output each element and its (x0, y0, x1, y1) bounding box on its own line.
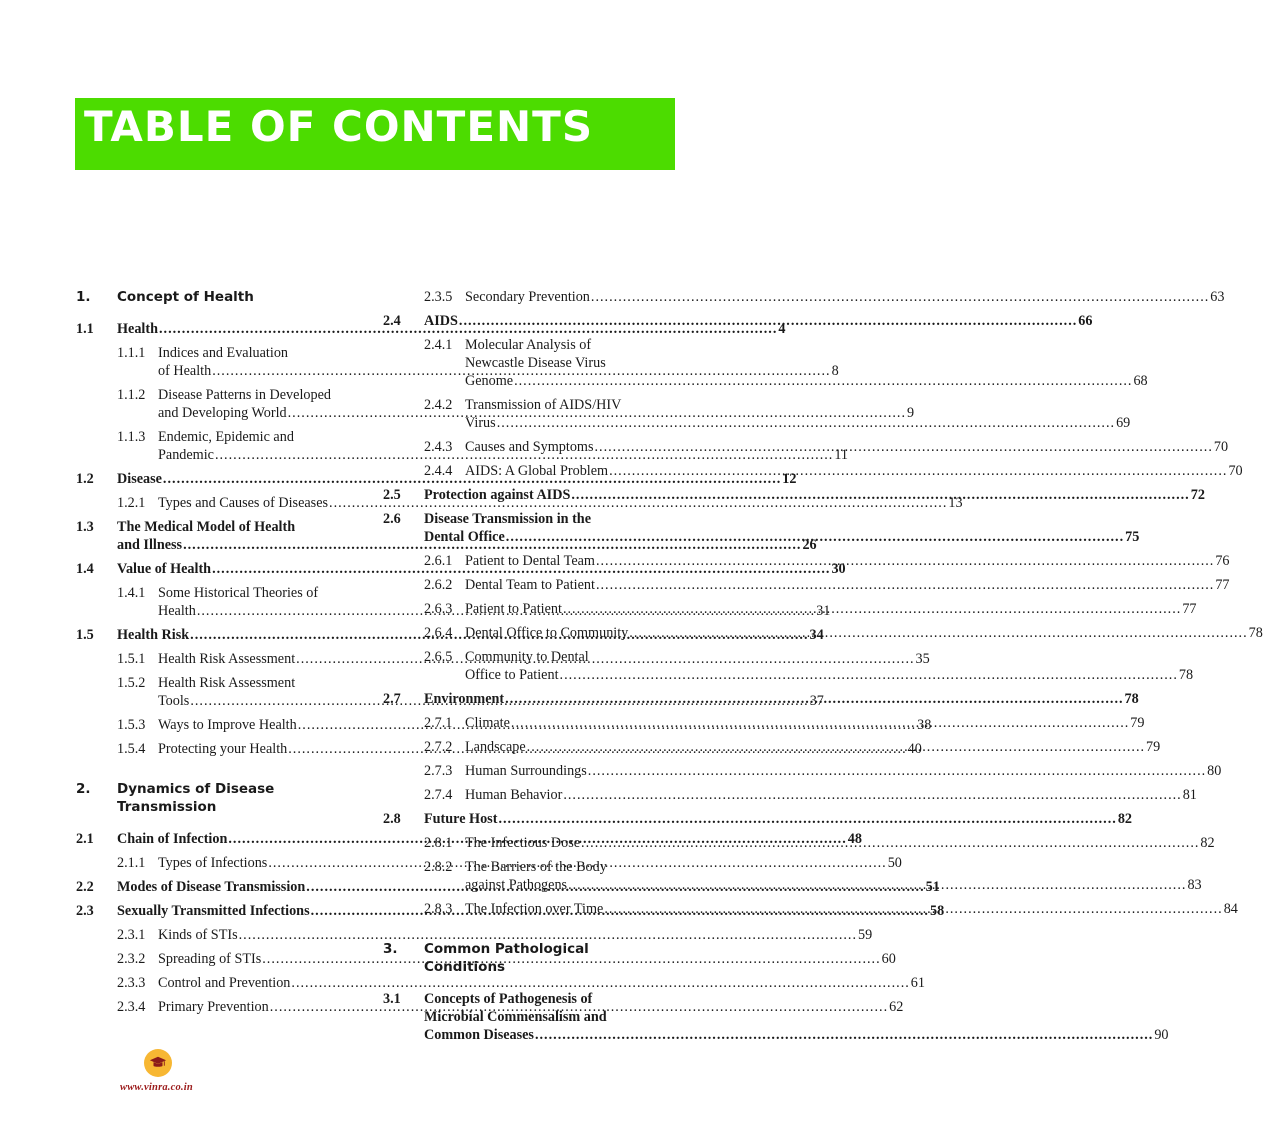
dot-leader (588, 762, 1206, 780)
toc-entry-number: 2.6.2 (424, 577, 453, 593)
toc-entry-number: 2.5 (383, 487, 401, 503)
toc-entry-number: 1.1 (76, 321, 94, 337)
toc-entry-page-number: 78 (1248, 625, 1263, 641)
toc-entry-page-number: 66 (1078, 313, 1093, 329)
toc-entry-page-number: 63 (1210, 289, 1225, 305)
toc-entry-page-number: 79 (1130, 715, 1145, 731)
toc-entry-title-line: Endemic, Epidemic and (158, 429, 294, 445)
toc-entry-page-number: 26 (802, 537, 817, 553)
publisher-logo (144, 1049, 172, 1077)
toc-entry-number: 2.3.2 (117, 951, 146, 967)
toc-entry-number: 1.1.1 (117, 345, 146, 361)
toc-entry-title-line: Protecting your Health (158, 741, 288, 757)
toc-entry-number: 2.4 (383, 313, 401, 329)
toc-entry-number: 2.6.4 (424, 625, 453, 641)
toc-entry-page-number: 34 (809, 627, 824, 643)
dot-leader (604, 900, 1222, 918)
toc-entry-title (424, 486, 1205, 504)
toc-entry-page-number: 58 (929, 903, 945, 919)
toc-entry-title-line: Ways to Improve Health (158, 717, 297, 733)
toc-entry-title-line: Kinds of STIs (158, 927, 238, 943)
toc-entry-title-line: Concept of Health (117, 289, 254, 305)
toc-entry-page-number: 9 (907, 405, 915, 421)
toc-entry-title (465, 552, 1230, 570)
toc-entry-title-line: AIDS: A Global Problem (465, 463, 609, 479)
toc-entry-title (424, 990, 1169, 1044)
toc-entry-number: 2.4.2 (424, 397, 453, 413)
toc-entry-number: 2.6.1 (424, 553, 453, 569)
toc-entry-number: 1.1.2 (117, 387, 146, 403)
toc-entry-page-number: 60 (881, 951, 896, 967)
toc-entry-title-line: and Developing World (158, 405, 287, 421)
toc-entry-title-line: Transmission of AIDS/HIV (465, 397, 622, 413)
toc-entry-sub[interactable] (76, 926, 873, 944)
toc-entry-page-number: 48 (847, 831, 862, 847)
toc-entry-title-line: Office to Patient (465, 667, 559, 683)
dot-leader (459, 312, 1077, 330)
toc-entry-title-line: Concepts of Pathogenesis of (424, 991, 593, 1007)
toc-entry-title (117, 288, 366, 306)
toc-entry-number: 2.7.3 (424, 763, 453, 779)
toc-entry-number: 1.1.3 (117, 429, 146, 445)
toc-entry-sub[interactable] (383, 336, 1148, 390)
toc-entry-title-line: Dynamics of Disease (117, 781, 275, 797)
toc-entry-number: 1.5 (76, 627, 94, 643)
toc-entry-title-line: Community to Dental (465, 649, 589, 665)
toc-entry-page-number: 50 (887, 855, 902, 871)
toc-entry-number: 2.4.1 (424, 337, 453, 353)
toc-entry-page-number: 83 (1187, 877, 1202, 893)
toc-entry-number: 2.7 (383, 691, 401, 707)
toc-entry-title (465, 462, 1243, 480)
toc-entry-title-line: Disease Patterns in Developed (158, 387, 331, 403)
toc-entry-title-line: Patient to Patient (465, 601, 562, 617)
toc-entry-number: 2.3.1 (117, 927, 146, 943)
toc-entry-number: 2.3.3 (117, 975, 146, 991)
toc-entry-page-number: 75 (1125, 529, 1140, 545)
toc-entry-page-number: 11 (834, 447, 848, 463)
toc-entry-page-number: 77 (1182, 601, 1197, 617)
graduation-cap-icon (149, 1054, 167, 1072)
toc-entry-title-line: Newcastle Disease Virus (465, 355, 606, 371)
dot-leader (505, 690, 1123, 708)
toc-entry-number: 2.8.3 (424, 901, 453, 917)
toc-entry-title-line: of Health (158, 363, 212, 379)
toc-entry-page-number: 82 (1200, 835, 1215, 851)
toc-entry-title (424, 312, 1092, 330)
toc-entry-title-line: The Medical Model of Health (117, 519, 296, 535)
toc-entry-title-line: Health (158, 603, 196, 619)
toc-entry-number: 1.4.1 (117, 585, 146, 601)
toc-entry-page-number: 68 (1133, 373, 1148, 389)
toc-entry-title-line: Pandemic (158, 447, 214, 463)
toc-entry-title-line: Health (117, 321, 158, 337)
dot-leader (511, 714, 1129, 732)
toc-entry-sub[interactable] (76, 974, 925, 992)
toc-entry-title-line: Some Historical Theories of (158, 585, 319, 601)
toc-entry-page-number: 70 (1228, 463, 1243, 479)
toc-entry-number: 1.2.1 (117, 495, 146, 511)
toc-entry-number: 3. (383, 941, 398, 957)
toc-entry-title-line: Disease (117, 471, 162, 487)
toc-entry-section[interactable] (383, 810, 1132, 828)
toc-entry-page-number: 8 (831, 363, 839, 379)
toc-entry-sub[interactable] (383, 576, 1230, 594)
toc-entry-title (465, 738, 1160, 756)
toc-entry-title-line: Dental Office to Community (465, 625, 629, 641)
toc-entry-page-number: 51 (925, 879, 940, 895)
toc-entry-number: 2.7.4 (424, 787, 453, 803)
dot-leader (591, 288, 1209, 306)
dot-leader (560, 666, 1178, 684)
toc-entry-chapter[interactable] (76, 780, 366, 816)
toc-entry-title-line: Tools (158, 693, 190, 709)
toc-entry-title-line: Microbial Commensalism and (424, 1009, 607, 1025)
toc-entry-title-line: Health Risk Assessment (158, 651, 296, 667)
toc-entry-title (465, 648, 1193, 684)
toc-entry-page-number: 4 (778, 321, 786, 337)
toc-entry-title (465, 900, 1238, 918)
toc-entry-title-line: Causes and Symptoms (465, 439, 594, 455)
toc-entry-page-number: 30 (831, 561, 846, 577)
toc-entry-number: 2.8 (383, 811, 401, 827)
toc-entry-number: 1.5.4 (117, 741, 146, 757)
toc-entry-number: 1.5.3 (117, 717, 146, 733)
toc-entry-number: 2.4.3 (424, 439, 453, 455)
toc-entry-title-line: Modes of Disease Transmission (117, 879, 306, 895)
toc-entry-title (424, 690, 1139, 708)
toc-entry-number: 2.4.4 (424, 463, 453, 479)
toc-entry-title-line: Climate (465, 715, 510, 731)
toc-entry-title-line: Types and Causes of Diseases (158, 495, 329, 511)
toc-entry-title (465, 336, 1148, 390)
toc-entry-title (465, 714, 1144, 732)
toc-entry-page-number: 37 (809, 693, 824, 709)
toc-entry-number: 2.8.2 (424, 859, 453, 875)
toc-entry-title-line: Molecular Analysis of (465, 337, 592, 353)
toc-entry-title-line: Value of Health (117, 561, 212, 577)
toc-entry-number: 2.3.5 (424, 289, 453, 305)
toc-entry-title-line: AIDS (424, 313, 458, 329)
toc-entry-page-number: 72 (1190, 487, 1205, 503)
toc-entry-number: 2.1.1 (117, 855, 146, 871)
toc-entry-number: 2.1 (76, 831, 94, 847)
toc-entry-title-line: Environment (424, 691, 505, 707)
toc-entry-title (465, 786, 1197, 804)
toc-entry-sub[interactable] (383, 786, 1197, 804)
toc-entry-sub[interactable] (383, 762, 1222, 780)
toc-entry-title (465, 624, 1263, 642)
toc-entry-page-number: 84 (1223, 901, 1238, 917)
toc-entry-page-number: 79 (1146, 739, 1161, 755)
toc-entry-number: 2.6.3 (424, 601, 453, 617)
toc-entry-number: 2. (76, 781, 91, 797)
dot-leader (596, 576, 1214, 594)
dot-leader (563, 786, 1181, 804)
toc-entry-page-number: 61 (910, 975, 925, 991)
toc-entry-title (424, 810, 1132, 828)
toc-entry-number: 2.3.4 (117, 999, 146, 1015)
title-banner (75, 98, 675, 170)
toc-entry-title-line: Human Surroundings (465, 763, 587, 779)
toc-entry-title (465, 600, 1197, 618)
toc-entry-page-number: 62 (889, 999, 904, 1015)
toc-entry-title-line: and Illness (117, 537, 183, 553)
toc-entry-title-line: Disease Transmission in the (424, 511, 591, 527)
dot-leader (581, 834, 1199, 852)
toc-entry-title-line: The Infectious Dose (465, 835, 581, 851)
toc-entry-page-number: 77 (1215, 577, 1230, 593)
toc-entry-page-number: 12 (782, 471, 797, 487)
dot-leader (629, 624, 1247, 642)
toc-entry-number: 2.6 (383, 511, 401, 527)
toc-entry-page-number: 13 (948, 495, 963, 511)
publisher-url: www.vinra.co.in (120, 1082, 193, 1093)
dot-leader (506, 528, 1124, 546)
toc-entry-sub[interactable] (383, 288, 1225, 306)
dot-leader (594, 438, 1212, 456)
dot-leader (563, 600, 1181, 618)
toc-entry-page-number: 76 (1215, 553, 1230, 569)
toc-entry-title-line: Protection against AIDS (424, 487, 571, 503)
toc-entry-sub[interactable] (383, 396, 1131, 432)
toc-entry-page-number: 40 (907, 741, 922, 757)
toc-entry-title-line: Spreading of STIs (158, 951, 262, 967)
toc-entry-number: 1.3 (76, 519, 94, 535)
toc-entry-title (465, 576, 1230, 594)
toc-entry-chapter[interactable] (76, 288, 366, 306)
toc-entry-page-number: 78 (1124, 691, 1139, 707)
toc-entry-title-line: Virus (465, 415, 496, 431)
toc-entry-number: 2.2 (76, 879, 94, 895)
toc-entry-page-number: 90 (1154, 1027, 1169, 1043)
toc-entry-number: 1.2 (76, 471, 94, 487)
toc-entry-title (465, 858, 1202, 894)
toc-entry-title-line: Human Behavior (465, 787, 563, 803)
toc-entry-title (465, 762, 1221, 780)
toc-entry-page-number: 81 (1182, 787, 1197, 803)
toc-entry-page-number: 31 (816, 603, 831, 619)
toc-entry-section[interactable] (383, 510, 1140, 546)
toc-entry-page-number: 38 (917, 717, 932, 733)
toc-entry-title-line: Dental Office (424, 529, 505, 545)
toc-entry-title-line: Common Pathological Conditions (424, 941, 589, 975)
toc-entry-title (117, 780, 366, 816)
toc-entry-title-line: Landscape (465, 739, 526, 755)
toc-entry-title (465, 834, 1215, 852)
toc-entry-title-line: Secondary Prevention (465, 289, 590, 305)
dot-leader (596, 552, 1214, 570)
toc-entry-title-line: Health Risk (117, 627, 190, 643)
toc-entry-title-line: against Pathogens (465, 877, 568, 893)
dot-leader (514, 372, 1132, 390)
toc-entry-title-line: Types of Infections (158, 855, 268, 871)
toc-entry-title-line: Chain of Infection (117, 831, 228, 847)
toc-entry-title-line: Future Host (424, 811, 498, 827)
toc-entry-number: 2.7.1 (424, 715, 453, 731)
toc-entry-title (465, 288, 1224, 306)
dot-leader (535, 1026, 1153, 1044)
toc-entry-title-line: Primary Prevention (158, 999, 269, 1015)
dot-leader (609, 462, 1227, 480)
dot-leader (497, 414, 1115, 432)
toc-entry-page-number: 78 (1178, 667, 1194, 683)
toc-entry-chapter[interactable] (383, 940, 673, 976)
dot-leader (568, 876, 1186, 894)
toc-entry-number: 1.4 (76, 561, 94, 577)
toc-entry-number: 2.3 (76, 903, 94, 919)
toc-entry-title-line: The Barriers of the Body (465, 859, 607, 875)
toc-entry-title (465, 396, 1130, 432)
toc-entry-title-line: The Infection over Time (465, 901, 604, 917)
toc-entry-number: 3.1 (383, 991, 401, 1007)
toc-entry-title-line: Dental Team to Patient (465, 577, 595, 593)
toc-entry-page-number: 82 (1117, 811, 1132, 827)
toc-entry-number: 1.5.2 (117, 675, 146, 691)
toc-entry-title-line: Indices and Evaluation (158, 345, 289, 361)
toc-entry-title-line: Patient to Dental Team (465, 553, 595, 569)
toc-entry-page-number: 80 (1207, 763, 1222, 779)
toc-entry-title-line: Genome (465, 373, 514, 389)
toc-entry-page-number: 59 (858, 927, 873, 943)
toc-entry-page-number: 70 (1213, 439, 1229, 455)
dot-leader (571, 486, 1189, 504)
toc-entry-title (424, 940, 673, 976)
toc-entry-title-line: Transmission (117, 799, 217, 815)
toc-entry-title-line: Common Diseases (424, 1027, 534, 1043)
page-title: TABLE OF CONTENTS (84, 102, 594, 151)
toc-entry-title (424, 510, 1139, 546)
toc-entry-page-number: 35 (915, 651, 930, 667)
toc-entry-title-line: Health Risk Assessment (158, 675, 296, 691)
toc-entry-number: 2.6.5 (424, 649, 453, 665)
toc-entry-title-line: Control and Prevention (158, 975, 291, 991)
toc-entry-number: 1. (76, 289, 91, 305)
dot-leader (498, 810, 1116, 828)
toc-entry-number: 2.7.2 (424, 739, 453, 755)
toc-entry-number: 1.5.1 (117, 651, 146, 667)
toc-entry-page-number: 69 (1116, 415, 1131, 431)
toc-entry-title (465, 438, 1228, 456)
dot-leader (527, 738, 1145, 756)
toc-entry-number: 2.8.1 (424, 835, 453, 851)
toc-entry-title-line: Sexually Transmitted Infections (117, 903, 310, 919)
toc-entry-section[interactable] (383, 312, 1093, 330)
